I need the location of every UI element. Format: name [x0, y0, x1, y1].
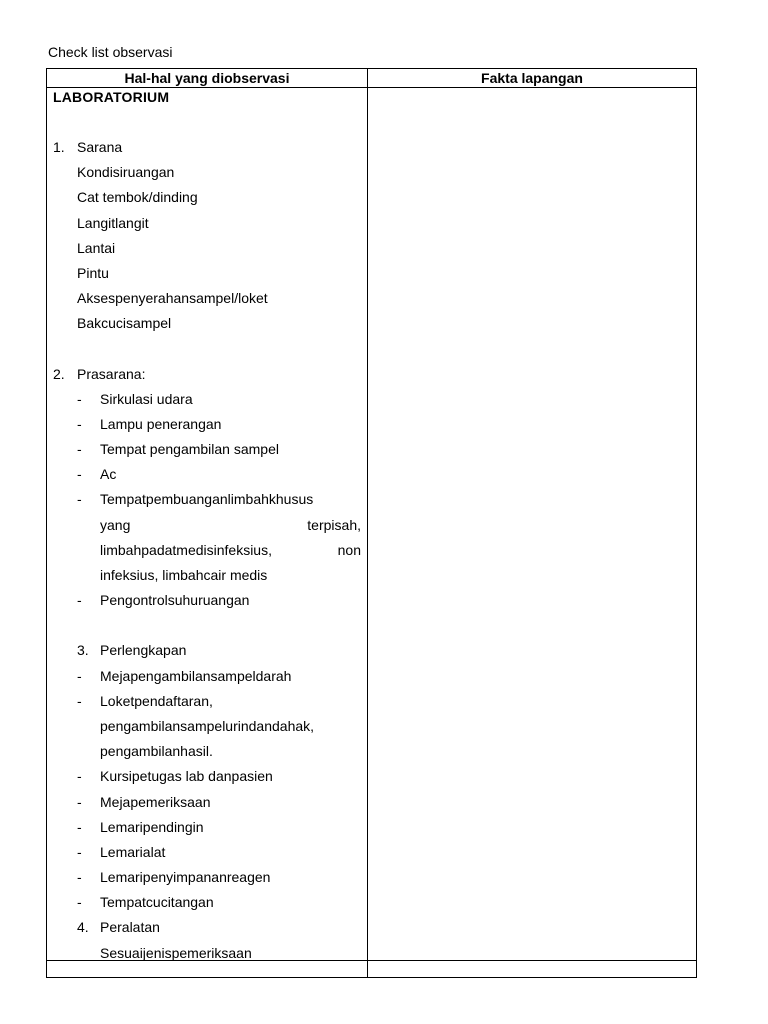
list-item: - Tempatpembuanganlimbahkhusus [77, 491, 314, 508]
observed-items-cell [53, 88, 361, 969]
prasarana-label: Prasarana: [77, 365, 146, 382]
list-item-continuation: limbahpadatmedisinfeksius, non [100, 541, 361, 558]
list-item: - Tempat pengambilan sampel [77, 441, 279, 458]
list-item: - Ac [77, 466, 117, 483]
list-item: Lantai [77, 239, 116, 256]
header-observed-items: Hal-hal yang diobservasi [124, 70, 290, 86]
list-item: - Mejapemeriksaan [77, 793, 211, 810]
list-item: Kondisiruangan [77, 164, 175, 181]
observation-table [46, 68, 697, 978]
list-item: - Loketpendaftaran, [77, 692, 213, 709]
list-item: Pintu [77, 264, 109, 281]
list-item: Aksespenyerahansampel/loket [77, 290, 268, 307]
sarana-label: Sarana [77, 139, 123, 155]
section-title: LABORATORIUM [53, 89, 170, 105]
column-divider [367, 69, 368, 977]
list-item: - Lemarialat [77, 843, 166, 860]
document-title: Check list observasi [48, 44, 173, 60]
list-item: - Mejapengambilansampeldarah [77, 667, 292, 684]
list-item: - Pengontrolsuhuruangan [77, 592, 250, 609]
list-item: - Tempatcucitangan [77, 894, 214, 911]
list-item-continuation: pengambilanhasil. [100, 743, 213, 760]
list-item-continuation: infeksius, limbahcair medis [100, 567, 268, 583]
list-item-continuation: pengambilansampelurindandahak, [100, 717, 315, 734]
list-item-prasarana: 2. Prasarana: [53, 365, 146, 382]
list-item: - Lemaripendingin [77, 818, 204, 835]
list-item-sarana: 1. Sarana [53, 139, 123, 155]
list-item: Sesuaijenispemeriksaan [100, 944, 252, 961]
list-item-perlengkapan: 3. Perlengkapan [77, 642, 187, 659]
header-field-facts: Fakta lapangan [481, 70, 583, 86]
list-item: - Sirkulasi udara [77, 390, 193, 407]
list-item: Cat tembok/dinding [77, 189, 198, 206]
peralatan-label: Peralatan [100, 919, 160, 936]
list-item-continuation: yang terpisah, [100, 516, 361, 533]
list-item: - Lampu penerangan [77, 415, 222, 432]
list-item: - Kursipetugas lab danpasien [77, 768, 273, 785]
list-item: Bakcucisampel [77, 315, 172, 332]
list-item: - Lemaripenyimpananreagen [77, 869, 271, 886]
perlengkapan-label: Perlengkapan [100, 642, 187, 659]
list-item-peralatan: 4. Peralatan [77, 919, 160, 936]
list-item: Langitlangit [77, 214, 149, 231]
